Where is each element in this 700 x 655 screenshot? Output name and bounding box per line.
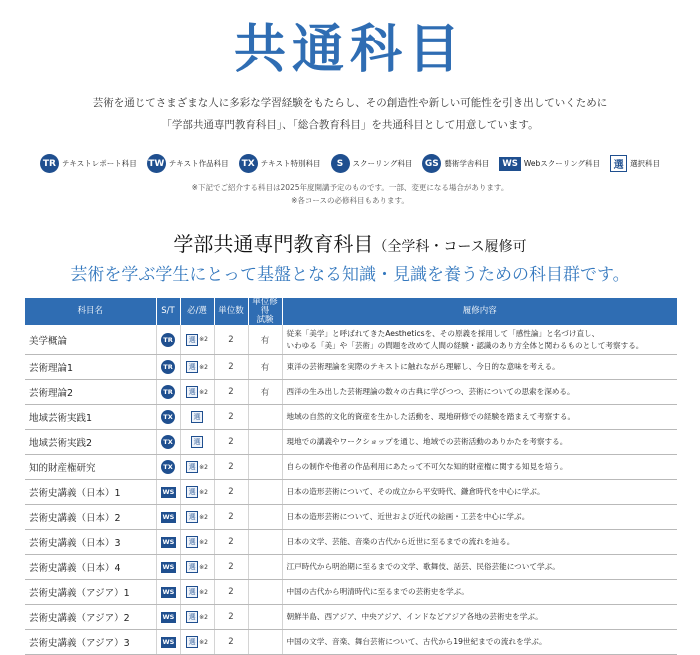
elective-mark: [186, 536, 208, 548]
table-row: [25, 530, 677, 555]
exam: [248, 530, 282, 555]
table-row: [25, 325, 677, 355]
table-header-row: [25, 298, 677, 325]
header-name: 科目名: [25, 298, 156, 325]
elective-note: ※2: [199, 538, 208, 546]
exam: [248, 605, 282, 630]
course-name: 美学概論: [25, 325, 156, 355]
credits: 2: [214, 480, 248, 505]
course-name: 芸術理論2: [25, 380, 156, 405]
credits: 2: [214, 455, 248, 480]
course-content: [282, 430, 677, 455]
course-content: [282, 580, 677, 605]
table-row: [25, 505, 677, 530]
course-type-badge-icon: WS: [499, 157, 521, 171]
page-title: 共通科目: [233, 20, 466, 80]
course-name: 芸術理論1: [25, 355, 156, 380]
course-content: [282, 480, 677, 505]
elective-mark: [186, 511, 208, 523]
course-type-badge-icon: TR: [161, 385, 175, 399]
required-cell: [180, 355, 214, 380]
exam: 有: [248, 325, 282, 355]
course-name: 芸術史講義（日本）3: [25, 530, 156, 555]
required-cell: [180, 605, 214, 630]
required-cell: [180, 430, 214, 455]
course-type-cell: [156, 405, 180, 430]
header-credits: 単位数: [214, 298, 248, 325]
credits: 2: [214, 405, 248, 430]
course-type-cell: [156, 580, 180, 605]
course-name: 地域芸術実践2: [25, 430, 156, 455]
credits: 2: [214, 555, 248, 580]
course-content-line: 従来「美学」と呼ばれてきたAestheticsを、その原義を採用して「感性論」と名づけ直し、: [286, 328, 600, 338]
course-type-badge-icon: TX: [161, 460, 175, 474]
table-row: [25, 430, 677, 455]
elective-icon: 選: [186, 486, 198, 498]
course-type-badge-icon: WS: [162, 538, 175, 546]
elective-icon: 選: [186, 636, 198, 648]
course-type-cell: [156, 430, 180, 455]
course-type-cell: [156, 505, 180, 530]
elective-mark: [186, 361, 208, 373]
credits: 2: [214, 325, 248, 355]
course-type-cell: [156, 325, 180, 355]
header-exam-line2: 試験: [256, 315, 274, 325]
exam: [248, 480, 282, 505]
legend-label: 藝術学舎科目: [444, 159, 490, 168]
course-type-badge-icon: WS: [162, 613, 175, 621]
course-name: 芸術史講義（アジア）2: [25, 605, 156, 630]
required-cell: [180, 405, 214, 430]
exam: [248, 455, 282, 480]
course-name: 地域芸術実践1: [25, 405, 156, 430]
intro-text: [0, 92, 700, 136]
course-name: 芸術史講義（アジア）3: [25, 630, 156, 655]
legend-label: 選択科目: [630, 159, 661, 168]
elective-mark: [186, 586, 208, 598]
course-type-badge-icon: TX: [239, 154, 258, 173]
credits: 2: [214, 605, 248, 630]
course-content-line: 日本の造形芸術について、近世および近代の絵画・工芸を中心に学ぶ。: [286, 512, 530, 521]
course-name: 芸術史講義（日本）2: [25, 505, 156, 530]
course-type-badge-icon: TX: [161, 410, 175, 424]
elective-note: ※2: [199, 388, 208, 396]
header-exam: [248, 298, 282, 325]
course-type-badge-icon: TR: [161, 360, 175, 374]
course-type-cell: [156, 380, 180, 405]
legend-item: [499, 157, 600, 171]
elective-icon: 選: [186, 386, 198, 398]
header-content: 履修内容: [282, 298, 677, 325]
course-type-cell: [156, 555, 180, 580]
elective-icon: 選: [186, 361, 198, 373]
elective-mark: [191, 411, 203, 423]
elective-mark: [186, 611, 208, 623]
course-content: [282, 505, 677, 530]
course-content-line: 日本の造形芸術について、その成立から平安時代、鎌倉時代を中心に学ぶ。: [286, 487, 545, 496]
course-content-line: 中国の文学、音楽、舞台芸術について、古代から19世紀までの流れを学ぶ。: [286, 637, 547, 646]
elective-mark: [186, 386, 208, 398]
exam: [248, 555, 282, 580]
required-cell: [180, 325, 214, 355]
elective-note: ※2: [199, 463, 208, 471]
course-content: [282, 530, 677, 555]
course-type-badge-icon: TR: [161, 333, 175, 347]
course-type-badge-icon: TR: [40, 154, 59, 173]
header-st: S/T: [156, 298, 180, 325]
course-content-line: 東洋の芸術理論を実際のテキストに触れながら理解し、今日的な意味を考える。: [286, 362, 560, 371]
header-required: 必/選: [180, 298, 214, 325]
elective-note: ※2: [199, 488, 208, 496]
elective-mark: [186, 636, 208, 648]
legend-item: [610, 155, 660, 172]
table-row: [25, 480, 677, 505]
course-type-badge-icon: TW: [147, 154, 166, 173]
credits: 2: [214, 580, 248, 605]
course-type-badge-icon: WS: [162, 638, 175, 646]
course-content: [282, 380, 677, 405]
elective-note: ※2: [199, 613, 208, 621]
credits: 2: [214, 530, 248, 555]
header-exam-line1: 単位修得: [252, 297, 278, 316]
legend-item: [331, 154, 413, 173]
exam: 有: [248, 380, 282, 405]
elective-mark: [186, 561, 208, 573]
required-cell: [180, 555, 214, 580]
section-title-sub: （全学科・コース履修可: [373, 239, 527, 255]
course-content: [282, 605, 677, 630]
course-type-badge-icon: WS: [162, 513, 175, 521]
table-row: [25, 355, 677, 380]
course-content-line: 中国の古代から明清時代に至るまでの芸術史を学ぶ。: [286, 587, 469, 596]
table-body: [25, 325, 677, 655]
elective-note: ※2: [199, 513, 208, 521]
elective-icon: 選: [191, 411, 203, 423]
course-content-line: 地域の自然的文化的資産を生かした活動を、現地研修での経験を踏まえて考察する。: [286, 412, 576, 421]
table-row: [25, 580, 677, 605]
required-cell: [180, 480, 214, 505]
course-type-badge-icon: 選: [610, 155, 627, 172]
elective-note: ※2: [199, 336, 208, 343]
course-content: [282, 355, 677, 380]
elective-note: ※2: [199, 588, 208, 596]
elective-icon: 選: [186, 511, 198, 523]
credits: 2: [214, 380, 248, 405]
legend-label: Webスクーリング科目: [523, 159, 601, 168]
section-subtitle: 芸術を学ぶ学生にとって基盤となる知識・見識を養うための科目群です。: [70, 265, 630, 285]
required-cell: [180, 530, 214, 555]
elective-mark: [186, 486, 208, 498]
course-type-cell: [156, 355, 180, 380]
credits: 2: [214, 505, 248, 530]
credits: 2: [214, 430, 248, 455]
course-type-cell: [156, 480, 180, 505]
elective-icon: 選: [186, 561, 198, 573]
course-content: [282, 325, 677, 355]
exam: [248, 505, 282, 530]
table-row: [25, 605, 677, 630]
elective-icon: 選: [191, 436, 203, 448]
course-name: 芸術史講義（日本）4: [25, 555, 156, 580]
course-content: [282, 555, 677, 580]
required-cell: [180, 505, 214, 530]
course-type-badge-icon: WS: [162, 488, 175, 496]
elective-note: ※2: [199, 638, 208, 646]
credits: 2: [214, 630, 248, 655]
course-content-line: いわゆる「美」や「芸術」の問題を改めて人間の経験・認識のあり方全体と関わるものとして考察する。: [286, 340, 644, 350]
course-table: [25, 298, 677, 655]
intro-line-1: 芸術を通じてさまざまな人に多彩な学習経験をもたらし、その創造性や新しい可能性を引き出していくために: [92, 97, 608, 109]
legend-label: テキストレポート科目: [61, 159, 137, 168]
elective-mark: [191, 436, 203, 448]
exam: [248, 430, 282, 455]
required-cell: [180, 580, 214, 605]
course-type-cell: [156, 530, 180, 555]
course-content-line: 西洋の生み出した芸術理論の数々の古典に学びつつ、芸術についての思索を深める。: [286, 387, 575, 396]
elective-icon: 選: [186, 611, 198, 623]
course-type-badge-icon: S: [331, 154, 350, 173]
section-title-main: 学部共通専門教育科目: [173, 232, 374, 256]
exam: 有: [248, 355, 282, 380]
course-type-badge-icon: WS: [162, 588, 175, 596]
course-name: 芸術史講義（日本）1: [25, 480, 156, 505]
legend-item: [40, 154, 137, 173]
note-required: ※各コースの必修科目もあります。: [291, 196, 409, 205]
course-name: 知的財産権研究: [25, 455, 156, 480]
legend-label: テキスト特別科目: [260, 159, 321, 168]
course-content-line: 朝鮮半島、西アジア、中央アジア、インドなどアジア各地の芸術史を学ぶ。: [286, 612, 543, 621]
course-content-line: 日本の文学、芸能、音楽の古代から近世に至るまでの流れを辿る。: [286, 537, 515, 546]
exam: [248, 580, 282, 605]
elective-icon: 選: [186, 586, 198, 598]
note-schedule: ※下記でご紹介する科目は2025年度開講予定のものです。一部、変更になる場合があります。: [191, 183, 509, 192]
course-content-line: 江戸時代から明治期に至るまでの文学、歌舞伎、話芸、民俗芸能について学ぶ。: [286, 562, 560, 571]
table-row: [25, 455, 677, 480]
legend-item: [147, 154, 229, 173]
course-content-line: 自らの制作や他者の作品利用にあたって不可欠な知的財産権に関する知見を培う。: [286, 462, 568, 471]
section-title: [0, 231, 700, 260]
course-type-badge-icon: GS: [422, 154, 441, 173]
elective-mark: [186, 461, 208, 473]
elective-icon: 選: [186, 536, 198, 548]
intro-line-2: 「学部共通専門教育科目」、「総合教育科目」を共通科目として用意しています。: [161, 119, 539, 131]
credits: 2: [214, 355, 248, 380]
required-cell: [180, 455, 214, 480]
course-type-badge-icon: TX: [161, 435, 175, 449]
course-name: 芸術史講義（アジア）1: [25, 580, 156, 605]
required-cell: [180, 380, 214, 405]
legend-label: テキスト作品科目: [168, 159, 229, 168]
elective-icon: 選: [186, 461, 198, 473]
elective-mark: [186, 334, 208, 346]
elective-note: ※2: [199, 363, 208, 371]
elective-icon: 選: [186, 334, 198, 346]
legend-item: [239, 154, 321, 173]
course-content-line: 現地での講義やワークショップを通じ、地域での芸術活動のありかたを考察する。: [286, 437, 568, 446]
table-row: [25, 555, 677, 580]
exam: [248, 405, 282, 430]
table-row: [25, 405, 677, 430]
course-type-cell: [156, 605, 180, 630]
course-type-cell: [156, 455, 180, 480]
table-row: [25, 380, 677, 405]
elective-note: ※2: [199, 563, 208, 571]
course-content: [282, 455, 677, 480]
course-content: [282, 405, 677, 430]
legend-label: スクーリング科目: [352, 159, 413, 168]
legend: [0, 154, 700, 173]
course-type-badge-icon: WS: [162, 563, 175, 571]
legend-item: [422, 154, 489, 173]
notes: [0, 181, 700, 207]
